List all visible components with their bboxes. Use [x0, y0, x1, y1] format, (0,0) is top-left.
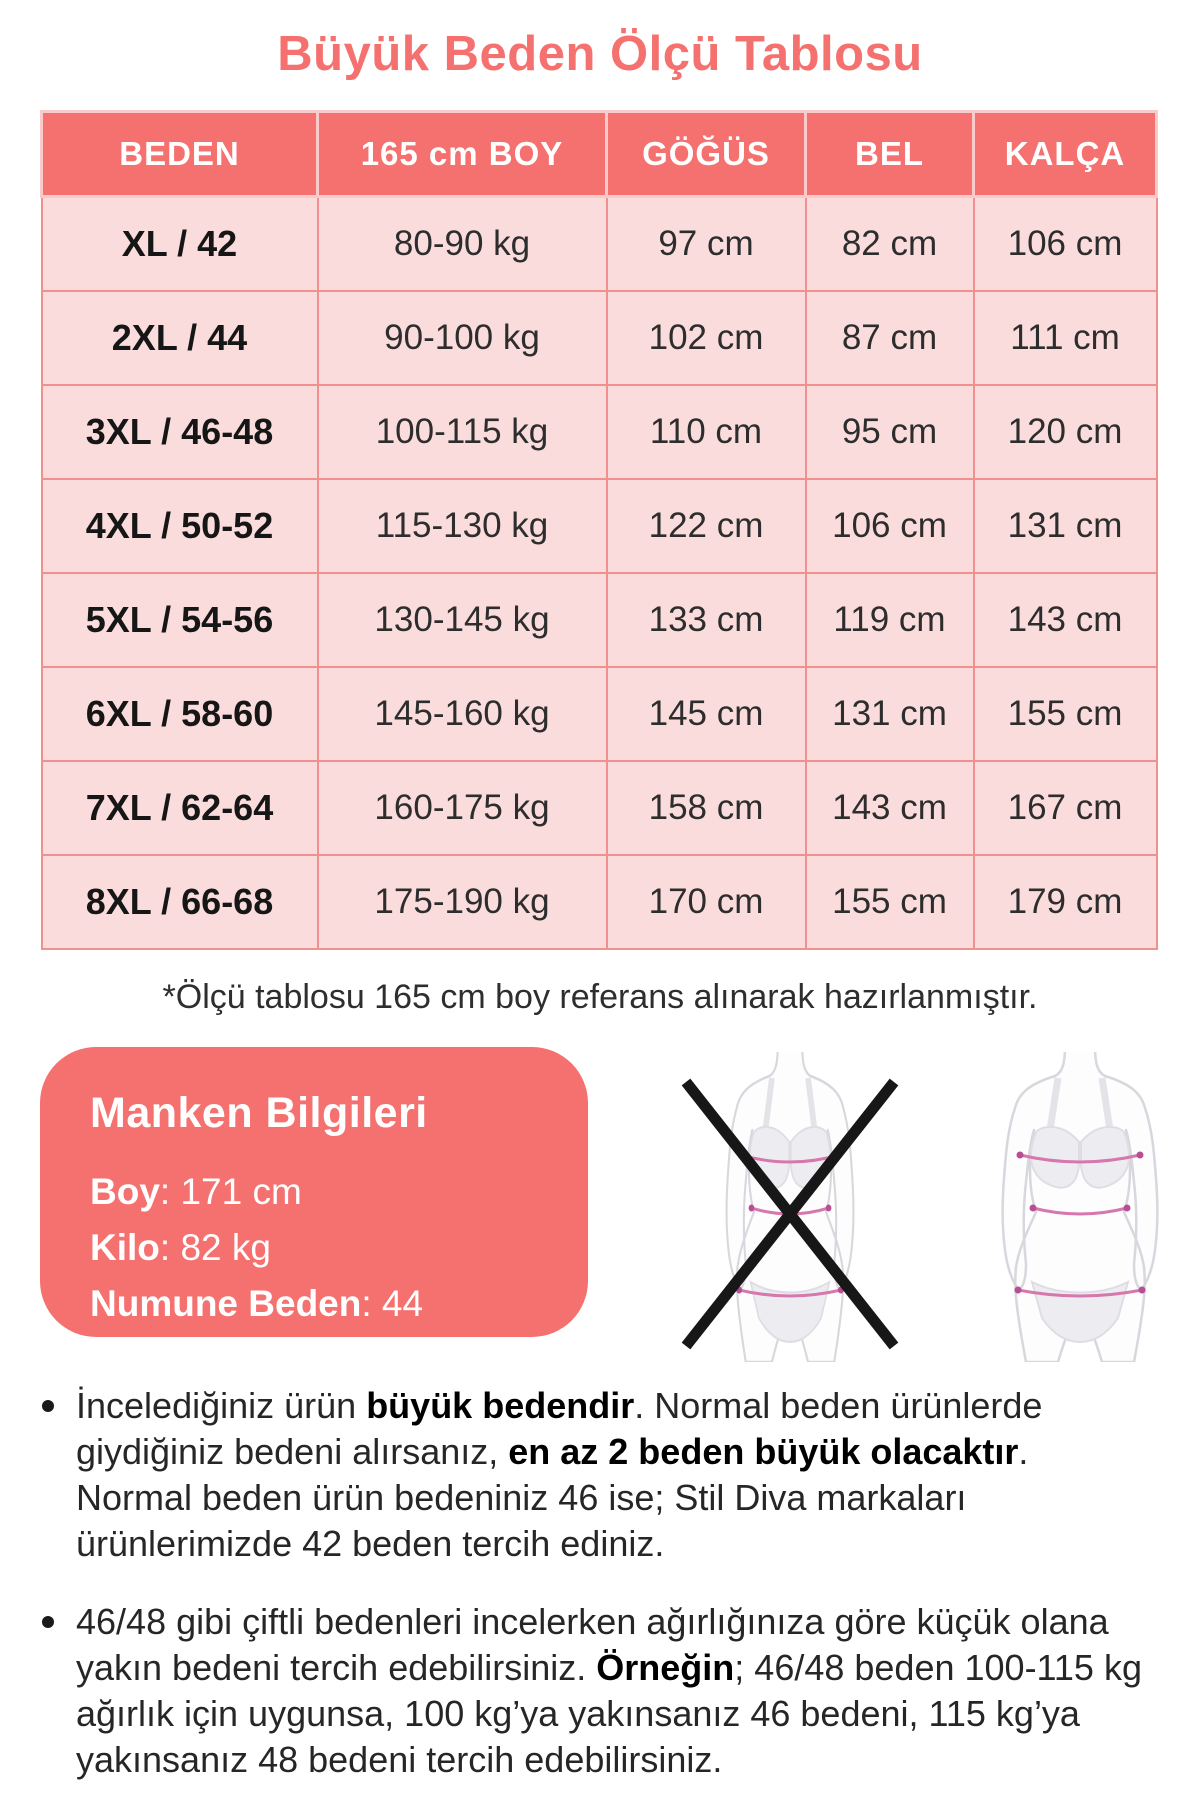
table-row — [42, 573, 1157, 667]
size-cell: 122 cm — [607, 479, 806, 573]
notes-list — [42, 1383, 1147, 1800]
model-field-label: Boy — [90, 1171, 160, 1212]
model-field-label: Kilo — [90, 1227, 160, 1268]
model-field-numune-beden — [90, 1276, 548, 1332]
page-title: Büyük Beden Ölçü Tablosu — [277, 27, 923, 81]
size-cell: 106 cm — [806, 479, 974, 573]
bullet-dot-icon — [42, 1616, 54, 1628]
size-cell: 133 cm — [607, 573, 806, 667]
size-cell-beden: 3XL / 46-48 — [42, 385, 318, 479]
size-table — [40, 110, 1158, 950]
column-header-kalca: KALÇA — [974, 112, 1157, 197]
plus-figure-icon — [1003, 1052, 1158, 1362]
size-cell-beden: XL / 42 — [42, 197, 318, 292]
table-row — [42, 667, 1157, 761]
column-header-beden: BEDEN — [42, 112, 318, 197]
size-cell: 100-115 kg — [318, 385, 607, 479]
size-cell: 120 cm — [974, 385, 1157, 479]
size-cell: 175-190 kg — [318, 855, 607, 949]
model-info-card — [40, 1047, 588, 1337]
fit-comparison-figures — [660, 1052, 1200, 1362]
table-footnote: *Ölçü tablosu 165 cm boy referans alınarak hazırlanmıştır. — [162, 978, 1038, 1016]
size-cell: 90-100 kg — [318, 291, 607, 385]
column-header-gogus: GÖĞÜS — [607, 112, 806, 197]
bullet-dot-icon — [42, 1400, 54, 1412]
size-cell: 82 cm — [806, 197, 974, 292]
column-header-bel: BEL — [806, 112, 974, 197]
size-cell-beden: 5XL / 54-56 — [42, 573, 318, 667]
size-cell: 143 cm — [974, 573, 1157, 667]
model-field-value: 82 kg — [180, 1227, 271, 1268]
size-cell: 155 cm — [806, 855, 974, 949]
size-cell: 155 cm — [974, 667, 1157, 761]
field-separator: : — [159, 1171, 181, 1212]
model-field-label: Numune Beden — [90, 1283, 362, 1324]
field-separator: : — [361, 1283, 382, 1324]
table-row — [42, 385, 1157, 479]
model-field-value: 171 cm — [180, 1171, 302, 1212]
model-field-kilo — [90, 1220, 548, 1276]
field-separator: : — [159, 1227, 181, 1268]
table-row — [42, 479, 1157, 573]
crossed-slim-figure-icon — [686, 1052, 894, 1362]
size-cell: 110 cm — [607, 385, 806, 479]
size-cell: 143 cm — [806, 761, 974, 855]
size-cell: 130-145 kg — [318, 573, 607, 667]
size-cell: 102 cm — [607, 291, 806, 385]
note-text: 46/48 gibi çiftli bedenleri incelerken ağırlığınıza göre küçük olana yakın bedeni tercih edebilirsiniz. Örneğin; 46/48 beden 100-115 kg ağırlık için uygunsa, 100 kg’ya yakınsanız 46 bedeni, 115 kg’ya yakınsanız 48 bedeni tercih edebilirsiniz. — [76, 1601, 1142, 1780]
table-row — [42, 291, 1157, 385]
size-cell: 115-130 kg — [318, 479, 607, 573]
table-row — [42, 855, 1157, 949]
size-cell: 170 cm — [607, 855, 806, 949]
size-cell: 131 cm — [806, 667, 974, 761]
size-cell: 179 cm — [974, 855, 1157, 949]
model-field-boy — [90, 1164, 548, 1220]
model-info-title: Manken Bilgileri — [90, 1089, 428, 1137]
table-header-row — [42, 112, 1157, 197]
column-header-boy: 165 cm BOY — [318, 112, 607, 197]
size-cell: 158 cm — [607, 761, 806, 855]
size-cell: 160-175 kg — [318, 761, 607, 855]
size-cell-beden: 4XL / 50-52 — [42, 479, 318, 573]
size-cell: 97 cm — [607, 197, 806, 292]
size-cell-beden: 8XL / 66-68 — [42, 855, 318, 949]
size-cell: 145-160 kg — [318, 667, 607, 761]
size-cell: 131 cm — [974, 479, 1157, 573]
size-cell: 95 cm — [806, 385, 974, 479]
size-cell-beden: 7XL / 62-64 — [42, 761, 318, 855]
table-row — [42, 197, 1157, 292]
size-cell: 145 cm — [607, 667, 806, 761]
note-text: İncelediğiniz ürün büyük bedendir. Normal beden ürünlerde giydiğiniz bedeni alırsanız, en az 2 beden büyük olacaktır. Normal beden ürün bedeniniz 46 ise; Stil Diva markaları ürünlerimizde 42 beden tercih ediniz. — [76, 1385, 1043, 1564]
size-cell: 111 cm — [974, 291, 1157, 385]
size-cell-beden: 2XL / 44 — [42, 291, 318, 385]
table-row — [42, 761, 1157, 855]
size-cell: 167 cm — [974, 761, 1157, 855]
size-cell: 106 cm — [974, 197, 1157, 292]
size-cell-beden: 6XL / 58-60 — [42, 667, 318, 761]
size-cell: 119 cm — [806, 573, 974, 667]
model-field-value: 44 — [381, 1283, 424, 1324]
size-cell: 80-90 kg — [318, 197, 607, 292]
size-cell: 87 cm — [806, 291, 974, 385]
note-item — [42, 1599, 1147, 1783]
note-item — [42, 1383, 1147, 1567]
